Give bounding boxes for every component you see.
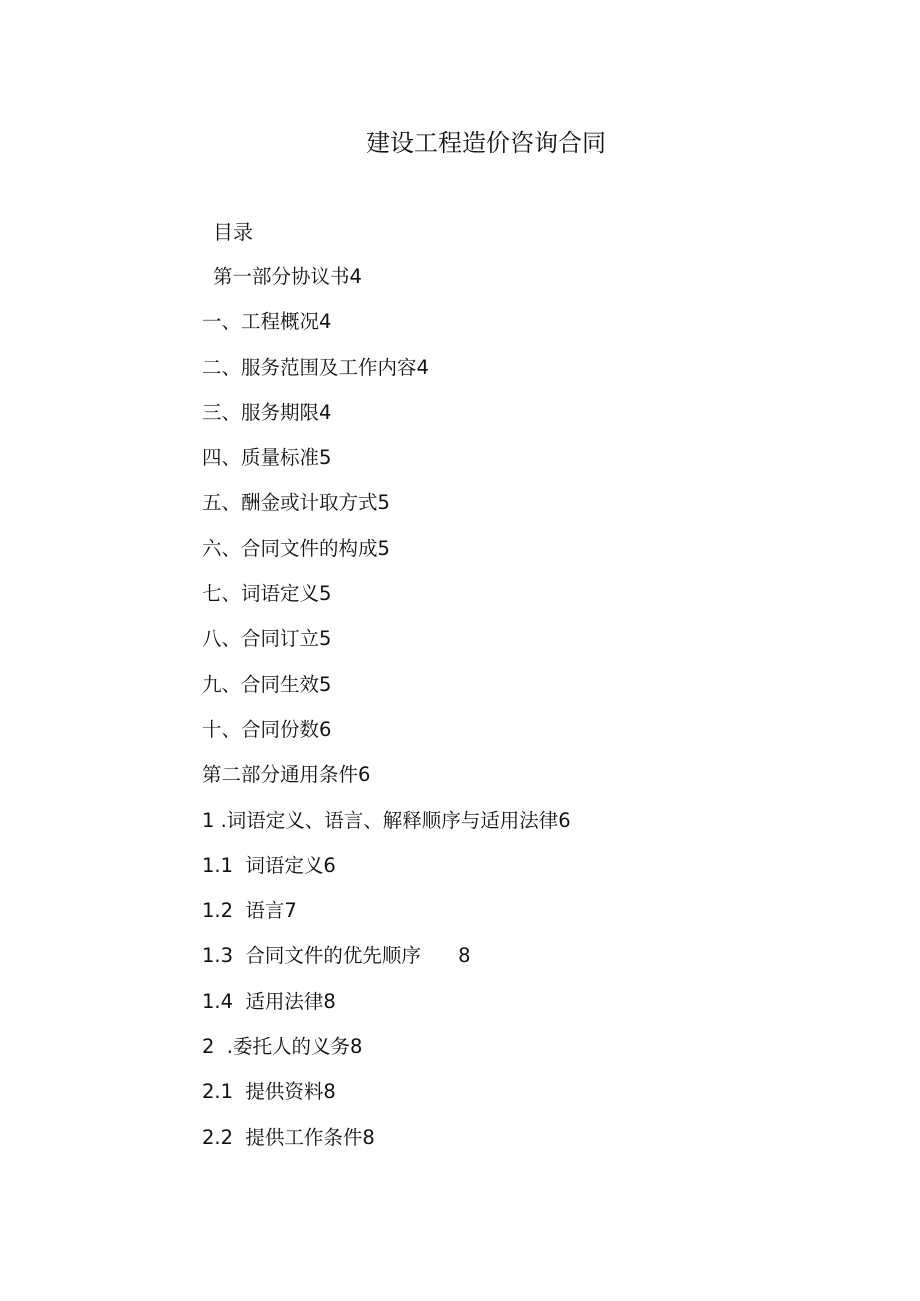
toc-item: 1.3 合同文件的优先顺序 8: [202, 944, 471, 968]
table-of-contents: [0, 263, 920, 1169]
toc-item: 2.1 提供资料8: [202, 1080, 336, 1104]
toc-item: 五、酬金或计取方式5: [202, 491, 390, 515]
toc-item: 2.2 提供工作条件8: [202, 1125, 375, 1149]
toc-item: 七、词语定义5: [202, 582, 332, 606]
toc-item: 1.2 语言7: [202, 899, 297, 923]
toc-item: 十、合同份数6: [202, 717, 332, 741]
toc-item: 四、质量标准5: [202, 446, 332, 470]
toc-item: 1.4 适用法律8: [202, 989, 336, 1013]
toc-item: 1.1 词语定义6: [202, 853, 336, 877]
toc-item: 三、服务期限4: [202, 400, 332, 424]
toc-item: 六、合同文件的构成5: [202, 536, 390, 560]
toc-item: 1 .词语定义、语言、解释顺序与适用法律6: [202, 808, 571, 832]
document-title: 建设工程造价咨询合同: [366, 129, 606, 157]
toc-item: 第二部分通用条件6: [202, 763, 371, 787]
toc-item: 二、服务范围及工作内容4: [202, 355, 429, 379]
toc-item: 2 .委托人的义务8: [202, 1035, 363, 1059]
toc-heading: 目录: [213, 220, 253, 244]
toc-item: 九、合同生效5: [202, 672, 332, 696]
toc-item: 一、工程概况4: [202, 310, 332, 334]
toc-item: 八、合同订立5: [202, 627, 332, 651]
toc-item: 第一部分协议书4: [213, 265, 362, 288]
